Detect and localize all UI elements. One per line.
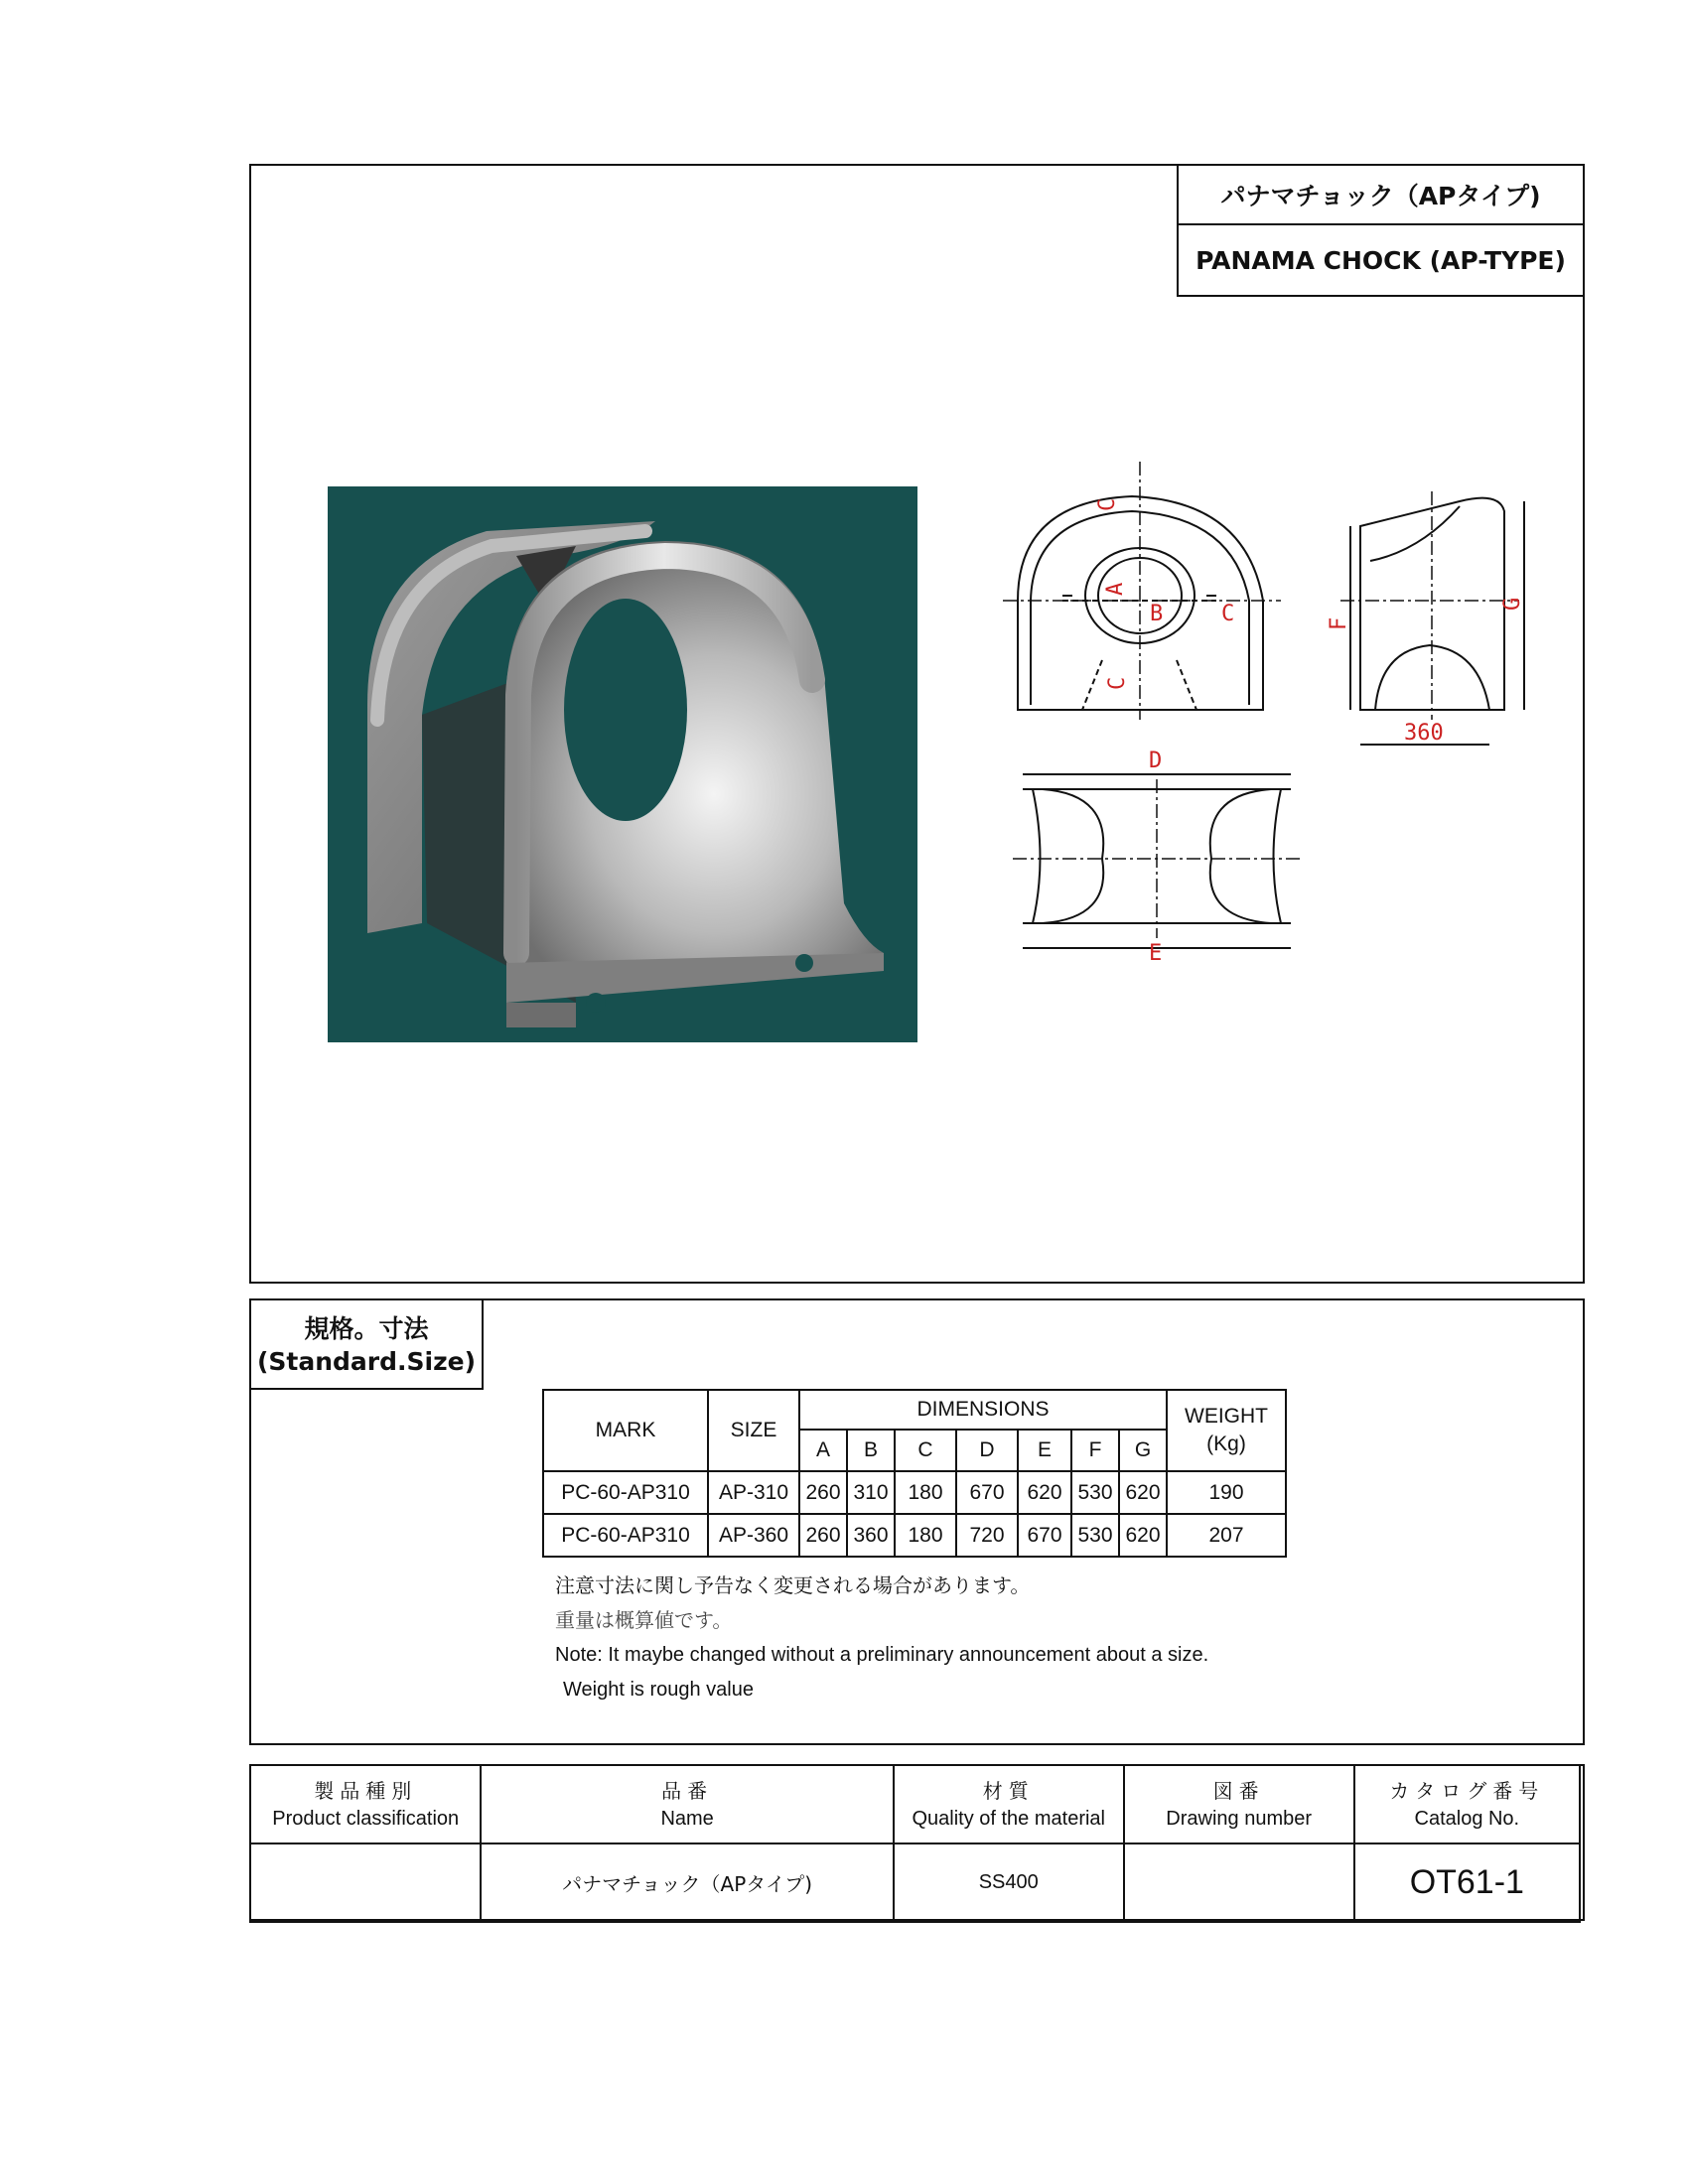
header-classification-en: Product classification [272,1807,460,1830]
row-dim-e: 670 [1018,1514,1071,1557]
standard-label-en: (Standard.Size) [256,1347,477,1376]
weight-unit: (Kg) [1206,1433,1246,1455]
row-weight: 190 [1167,1471,1286,1514]
dim-label-360: 360 [1404,721,1444,746]
dim-col-f: F [1071,1430,1119,1471]
row-dim-f: 530 [1071,1471,1119,1514]
row-dim-b: 310 [847,1471,895,1514]
header-material-en: Quality of the material [912,1807,1105,1830]
header-drawing-number [1124,1765,1354,1843]
row-dim-a: 260 [799,1514,847,1557]
dim-label-g: G [1500,597,1525,611]
dim-label-e: E [1149,941,1163,966]
dim-col-g: G [1119,1430,1167,1471]
standard-size-frame [249,1298,1585,1745]
header-drawing-jp: 図番 [1212,1778,1265,1803]
header-catalog-jp: カタログ番号 [1389,1778,1545,1803]
dim-col-c: C [895,1430,956,1471]
title-block [1177,164,1585,297]
dimension-table [542,1389,1287,1558]
size-header: SIZE [708,1390,799,1471]
row-dim-d: 670 [956,1471,1018,1514]
weight-header [1167,1390,1286,1471]
row-dim-g: 620 [1119,1471,1167,1514]
header-classification-jp: 製品種別 [314,1778,418,1803]
header-material-jp: 材質 [982,1778,1035,1803]
note-en-1: Note: It maybe changed without a preliminary announcement about a size. [555,1644,1209,1666]
product-render [328,486,917,1042]
dim-label-c-bottom: C [1105,676,1130,690]
dim-label-b: B [1150,602,1164,626]
header-classification [250,1765,481,1843]
row-dim-b: 360 [847,1514,895,1557]
note-en-2: Weight is rough value [563,1679,754,1701]
header-name-en: Name [660,1807,714,1830]
row-dim-a: 260 [799,1471,847,1514]
header-name-jp: 品番 [661,1778,714,1803]
header-catalog [1354,1765,1580,1843]
dim-col-a: A [799,1430,847,1471]
dimension-drawing [1003,452,1569,1008]
row-dim-e: 620 [1018,1471,1071,1514]
row-weight: 207 [1167,1514,1286,1557]
dim-label-a: A [1103,582,1128,596]
row-dim-g: 620 [1119,1514,1167,1557]
row-dim-f: 530 [1071,1514,1119,1557]
weight-header-label: WEIGHT [1185,1405,1268,1428]
dim-label-d: D [1149,749,1163,773]
note-jp-1: 注意寸法に関し予告なく変更される場合があります。 [555,1573,1031,1597]
notes [555,1569,1208,1707]
technical-drawings [1003,452,1569,1008]
chock-render-image [328,486,917,1042]
header-catalog-en: Catalog No. [1414,1807,1520,1830]
row-dim-c: 180 [895,1471,956,1514]
row-mark: PC-60-AP310 [543,1514,708,1557]
value-name: パナマチョック（APタイプ) [481,1843,893,1922]
value-catalog-no: OT61-1 [1354,1843,1580,1922]
header-name [481,1765,893,1843]
standard-size-label [249,1298,484,1390]
table-row [543,1514,1286,1557]
header-material [894,1765,1124,1843]
row-size: AP-310 [708,1471,799,1514]
dim-label-f: F [1327,616,1351,630]
standard-label-jp: 規格。寸法 [304,1314,429,1343]
value-material: SS400 [894,1843,1124,1922]
row-mark: PC-60-AP310 [543,1471,708,1514]
value-classification [250,1843,481,1922]
row-size: AP-360 [708,1514,799,1557]
dim-col-b: B [847,1430,895,1471]
dimensions-header: DIMENSIONS [799,1390,1167,1430]
footer-table [249,1764,1581,1923]
row-dim-c: 180 [895,1514,956,1557]
title-english: PANAMA CHOCK (AP-TYPE) [1177,223,1585,297]
value-drawing-number [1124,1843,1354,1922]
header-drawing-en: Drawing number [1166,1807,1313,1830]
mark-header: MARK [543,1390,708,1471]
table-row [543,1471,1286,1514]
title-block-footer [249,1764,1585,1921]
note-jp-2: 重量は概算値です。 [555,1608,733,1632]
dim-col-d: D [956,1430,1018,1471]
row-dim-d: 720 [956,1514,1018,1557]
title-japanese: パナマチョック（APタイプ) [1177,164,1585,225]
dim-col-e: E [1018,1430,1071,1471]
dim-label-c-right: C [1221,602,1235,626]
dim-label-c-top: C [1095,497,1120,511]
